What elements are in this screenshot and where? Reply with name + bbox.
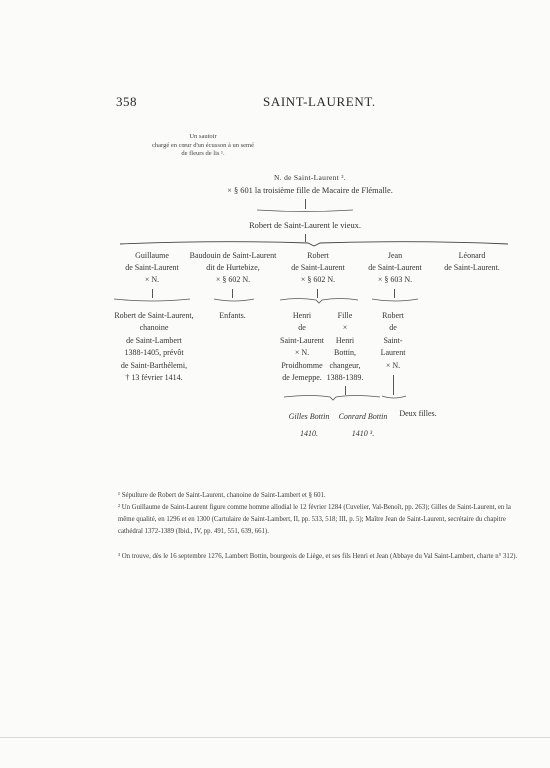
grandchild-line: Robert xyxy=(382,311,404,320)
grandchild-line: chanoine xyxy=(139,323,169,333)
child-line: Baudouin de Saint-Laurent xyxy=(189,251,277,260)
footnote-2: ² Un Guillaume de Saint-Laurent figure comme homme allodial le 12 février 1284 (Cuvelier, Val-Benoît, pp. 263); Gilles de Saint-Laurent, en la même qualité, en 1296 et en 1300 (Cartulaire de Saint-Lambert, II, pp. 533, 518; III, p. 5); Maître Jean de Saint-Laurent, secrétaire du chapitre cathédral 1372-1389 (Ibid., IV, pp. 491, 551, 639, 661). xyxy=(118,504,511,535)
scan-edge xyxy=(0,737,550,738)
great-grandchild-line: Deux filles. xyxy=(399,409,437,418)
connector-line xyxy=(393,375,394,395)
child-leonard xyxy=(432,250,512,274)
second-gen-name: Robert de Saint-Laurent le vieux. xyxy=(249,221,361,230)
grandchild-line: 1388-1389. xyxy=(326,373,364,383)
great-grandchild-deux-filles xyxy=(388,408,448,420)
grandchild-line: × xyxy=(342,323,348,333)
grandchild-line: changeur, xyxy=(329,360,361,370)
great-grandchild-line: 1410 ³. xyxy=(351,429,375,438)
grandchild-enfants xyxy=(205,310,260,322)
great-grandchild-gilles xyxy=(280,408,338,442)
child-line: × N. xyxy=(144,275,160,284)
footnote-1: ¹ Sépulture de Robert de Saint-Laurent, chanoine de Saint-Lambert et § 601. xyxy=(118,492,326,499)
brace-line xyxy=(112,296,192,304)
child-line: de Saint-Laurent xyxy=(125,263,179,272)
children-brace xyxy=(118,239,510,249)
grandchild-line: de xyxy=(298,323,306,333)
grandchild-line: de Saint-Lambert xyxy=(126,335,182,345)
great-grandchild-line: Conrard Bottin xyxy=(338,412,388,421)
grandchild-fille xyxy=(320,310,370,384)
page-number: 358 xyxy=(116,94,137,109)
child-line: Jean xyxy=(387,251,403,260)
child-jean xyxy=(355,250,435,286)
arms-note xyxy=(118,133,288,159)
child-guillaume xyxy=(112,250,192,286)
arms-note-line: de fleurs de lis ¹. xyxy=(181,150,225,157)
grandchild-line: Henri xyxy=(335,335,355,345)
grandchild-line: Fille xyxy=(337,311,353,320)
grandchild-line: 1388-1405, prévôt xyxy=(124,348,184,358)
grandchild-line: de Jemeppe. xyxy=(282,373,322,383)
running-title: SAINT-LAURENT. xyxy=(263,94,376,109)
brace-line xyxy=(282,393,382,402)
grandchild-line: Bottin, xyxy=(333,348,356,358)
footnote-3: ³ On trouve, dès le 16 septembre 1276, Lambert Bottin, bourgeois de Liège, et ses fils Henri et Jean (Abbaye du Val Saint-Lambert, charte n° 312). xyxy=(118,553,518,560)
child-line: Robert xyxy=(307,251,329,260)
brace-line xyxy=(278,296,360,305)
arms-note-line: chargé en cœur d'un écusson à un semé xyxy=(152,141,254,149)
arms-note-line: Un sautoir xyxy=(189,133,217,140)
great-grandchild-conrard xyxy=(334,408,392,442)
great-grandchild-line: Gilles Bottin xyxy=(288,412,330,421)
ancestor-name: N. de Saint-Laurent ². xyxy=(274,173,346,182)
grandchild-robert-jean xyxy=(368,310,418,372)
grandchild-line: × N. xyxy=(294,348,310,358)
child-line: × § 602 N. xyxy=(215,275,251,284)
brace-line xyxy=(255,207,355,215)
grandchild-line: Laurent xyxy=(380,348,406,358)
grandchild-line: Saint-Laurent xyxy=(280,335,324,345)
brace-line xyxy=(380,393,408,401)
brace-line xyxy=(212,296,256,304)
child-line: Léonard xyxy=(458,251,486,260)
brace-line xyxy=(370,296,420,304)
grandchild-line: de xyxy=(389,323,397,333)
grandchild-line: de Saint-Barthélemi, xyxy=(120,360,188,370)
grandchild-line: Saint- xyxy=(383,335,403,345)
child-robert xyxy=(278,250,358,286)
child-line: × § 603 N. xyxy=(377,275,413,284)
grandchild-line: Robert de Saint-Laurent, xyxy=(114,311,194,320)
child-line: dit de Hurtebize, xyxy=(206,263,260,272)
grandchild-line: Henri xyxy=(292,311,312,320)
grandchild-line: † 13 février 1414. xyxy=(125,373,183,383)
child-line: Guillaume xyxy=(135,251,169,260)
grandchild-line: Proidhomme xyxy=(281,360,323,370)
child-baudouin xyxy=(183,250,283,286)
grandchild-line: × N. xyxy=(385,360,401,370)
child-line: de Saint-Laurent xyxy=(291,263,345,272)
grandchild-line: Enfants. xyxy=(219,311,246,320)
child-line: × § 602 N. xyxy=(300,275,336,284)
great-grandchild-line: 1410. xyxy=(300,429,318,438)
child-line: de Saint-Laurent xyxy=(368,263,422,272)
child-line: de Saint-Laurent. xyxy=(444,263,500,272)
grandchild-robert-chanoine xyxy=(108,310,200,384)
ancestor-marriage: × § 601 la troisième fille de Macaire de Flémalle. xyxy=(227,186,393,195)
